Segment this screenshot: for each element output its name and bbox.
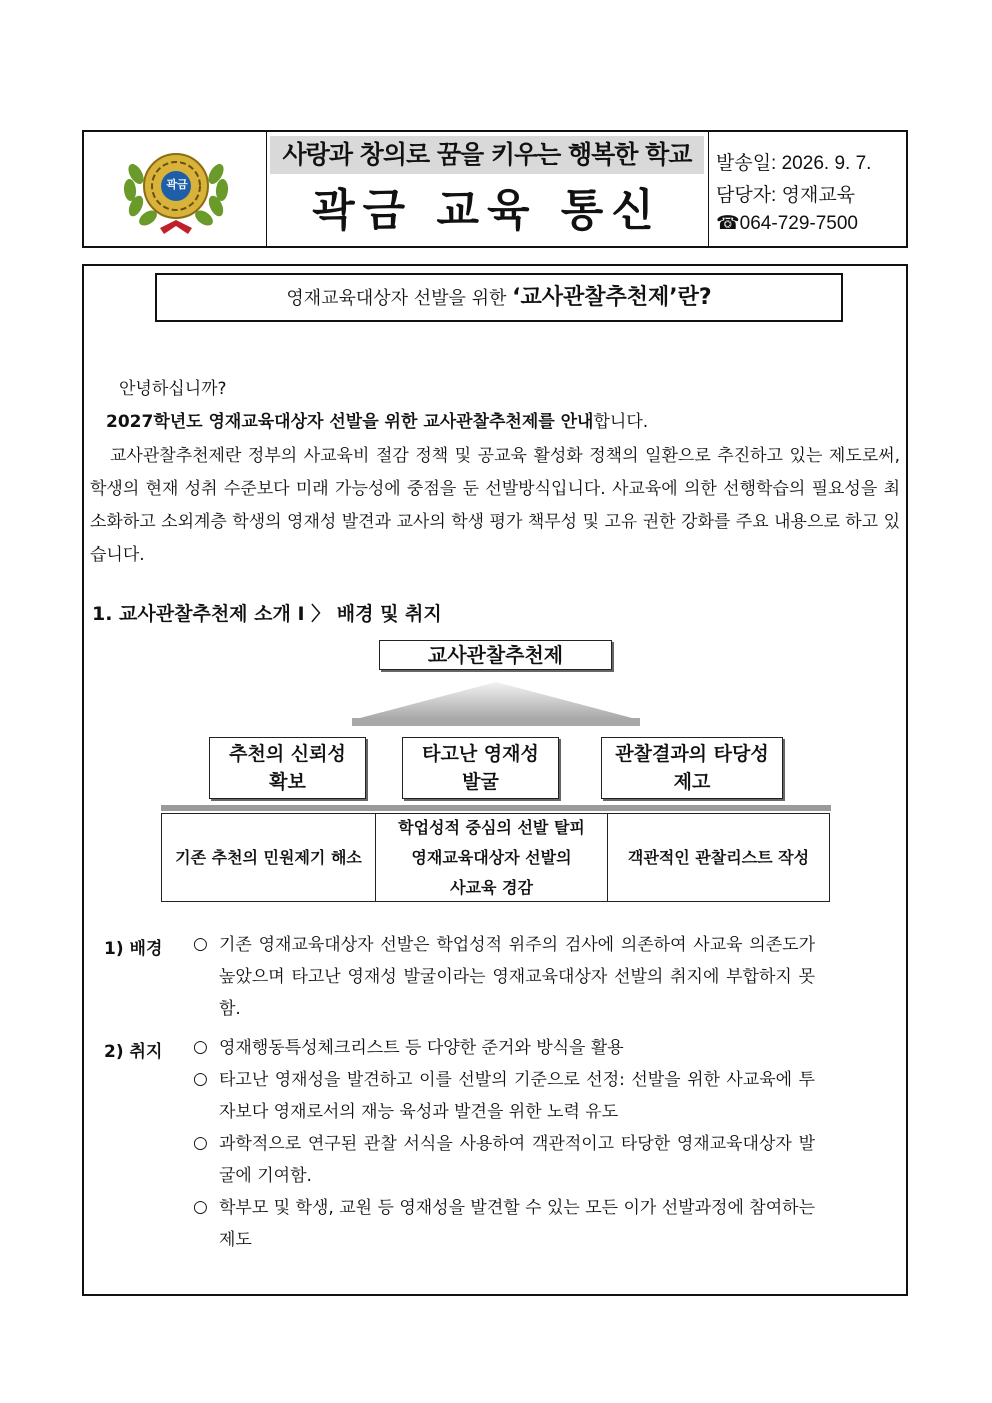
diagram-box-reliability <box>209 737 366 799</box>
phone-icon: ☎ <box>716 213 740 234</box>
purpose-label: 2) 취지 <box>104 1042 163 1062</box>
diagram-box-validity <box>601 737 783 799</box>
purpose-item: 타고난 영재성을 발견하고 이를 선발의 기준으로 선정: 선발을 위한 사교육에 투자보다 영재로서의 재능 육성과 발견을 위한 노력 유도 <box>219 1070 815 1122</box>
section-title: 1. 교사관찰추천제 소개 Ⅰ 〉 배경 및 취지 <box>92 603 442 625</box>
diagram-cell-line: 학업성적 중심의 선발 탈피 <box>398 817 585 837</box>
greeting: 안녕하십니까? <box>119 379 227 399</box>
bullet-circle: ○ <box>193 1037 208 1057</box>
motto-band <box>270 136 704 174</box>
newsletter-title: 곽금 교육 통신 <box>312 185 662 236</box>
diagram-cell-text: 기존 추천의 민원제기 해소 <box>175 847 362 867</box>
intro-line-2 <box>106 406 648 439</box>
diagram-cell-line: 사교육 경감 <box>450 877 533 897</box>
diagram-cell-private-ed <box>376 814 608 901</box>
diagram-box-giftedness <box>402 737 559 799</box>
diagram-box-line: 타고난 영재성 <box>422 743 539 765</box>
diagram-top-box: 교사관찰추천제 <box>379 640 612 670</box>
logo-cell <box>84 132 267 246</box>
diagram-arrow <box>352 680 640 728</box>
subject-box <box>155 273 843 322</box>
diagram-bottom-table <box>161 813 830 902</box>
title-cell <box>266 132 709 246</box>
intro-body: 교사관찰추천제란 정부의 사교육비 절감 정책 및 공교육 활성화 정책의 일환으로 추진하고 있는 제도로써, 학생의 현재 성취 수준보다 미래 가능성에 중점을 둔 선발방식입니다. 사교육에 의한 선행학습의 필요성을 최소화하고 소외계층 학생의 영재성 발견과 교사의 학생 평가 책무성 및 고유 권한 강화를 주요 내용으로 하고 있습니다. <box>90 446 900 565</box>
diagram-box-line: 제고 <box>673 771 711 793</box>
purpose-item: 학부모 및 학생, 교원 등 영재성을 발견할 수 있는 모든 이가 선발과정에 참여하는 제도 <box>219 1198 815 1250</box>
manager: 담당자: 영재교육 <box>716 185 856 206</box>
purpose-item: 과학적으로 연구된 관찰 서식을 사용하여 객관적이고 타당한 영재교육대상자 발굴에 기여함. <box>219 1134 815 1186</box>
newsletter-header <box>82 130 908 248</box>
diagram-divider-bar <box>161 805 831 811</box>
diagram-box-line: 확보 <box>269 771 306 793</box>
diagram-box-line: 발굴 <box>462 771 499 793</box>
diagram-box-line: 추천의 신뢰성 <box>229 743 346 765</box>
diagram-cell-text: 객관적인 관찰리스트 작성 <box>627 847 810 867</box>
school-motto: 사랑과 창의로 꿈을 키우는 행복한 학교 <box>282 140 692 169</box>
send-date: 발송일: 2026. 9. 7. <box>716 153 872 174</box>
phone-line <box>716 212 858 235</box>
purpose-item: 영재행동특성체크리스트 등 다양한 준거와 방식을 활용 <box>219 1038 624 1058</box>
bullet-circle: ○ <box>193 934 208 954</box>
info-cell <box>708 132 906 246</box>
background-label: 1) 배경 <box>104 939 163 959</box>
bullet-circle: ○ <box>193 1197 208 1217</box>
subject-prefix: 영재교육대상자 선발을 위한 <box>286 288 513 309</box>
diagram-box-line: 관찰결과의 타당성 <box>615 743 769 765</box>
intro-bold: 2027학년도 영재교육대상자 선발을 위한 교사관찰추천제를 안내 <box>106 412 594 432</box>
diagram-cell-complaints <box>162 814 376 901</box>
intro-tail: 합니다. <box>593 412 649 432</box>
phone-number: 064-729-7500 <box>739 213 858 234</box>
logo-text: 곽금 <box>166 178 188 191</box>
bullet-circle: ○ <box>193 1069 208 1089</box>
bullet-circle: ○ <box>193 1133 208 1153</box>
subject-quoted: ‘교사관찰추천제’란? <box>512 285 712 310</box>
diagram-cell-line: 영재교육대상자 선발의 <box>411 847 572 867</box>
diagram-cell-checklist <box>608 814 829 901</box>
background-text: 기존 영재교육대상자 선발은 학업성적 위주의 검사에 의존하여 사교육 의존도가 높았으며 타고난 영재성 발굴이라는 영재교육대상자 선발의 취지에 부합하지 못함. <box>219 935 815 1019</box>
